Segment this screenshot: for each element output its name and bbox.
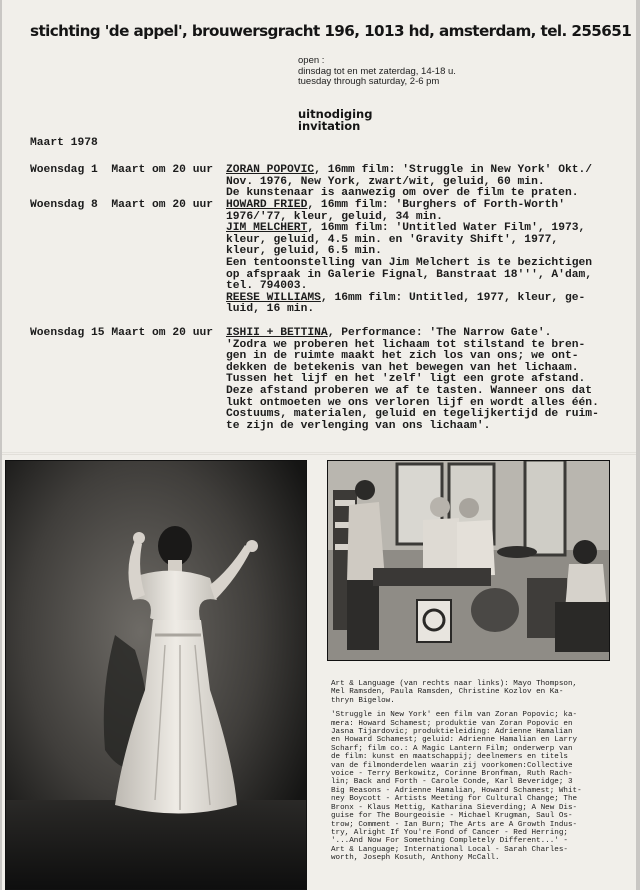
gallery-header: stichting 'de appel', brouwersgracht 196, 1013 hd, amsterdam, tel. 255651 xyxy=(30,22,632,40)
opening-line-nl: dinsdag tot en met zaterdag, 14-18 u. xyxy=(298,65,456,77)
month-heading: Maart 1978 xyxy=(30,137,98,149)
event-text: , 16mm film: 'Burghers of Forth-Worth' 1976/'77, kleur, geluid, 34 min. xyxy=(226,199,565,223)
event-text: , 16mm film: 'Untitled Water Film', 1973, kleur, geluid, 4.5 min. en 'Gravity Shift', 1977, kleur, geluid, 6.5 min. Een tentoonstelling van Jim Melchert is te bezichtigen op afspraak in Galerie Fignal, Banstraat 18''', A'dam, tel. 794003. xyxy=(226,222,593,293)
event-date: Woensdag 8 Maart om 20 uur xyxy=(30,199,214,211)
opening-hours xyxy=(298,56,456,88)
event-text: , 16mm film: Untitled, 1977, kleur, ge- luid, 16 min. xyxy=(226,291,586,316)
invitation-title xyxy=(298,108,372,132)
event-date: Woensdag 15 Maart om 20 uur xyxy=(30,327,214,339)
caption-film-credits: 'Struggle in New York' een film van Zoran Popovic; ka- mera: Howard Schamest; produktie van Zoran Popovic en Jasna Tijardovic; produktieleiding: Adrienne Hamalian en Howard Schamest; geluid: Adrienne Hamalian en Larry Scharf; film co.: A Magic Lantern Film; onderwerp van de film: kunst en maatschappij; deelnemers en titels van de filmonderdelen waarin zij voorkomen:Collective voice - Terry Berkowitz, Corinne Bronfman, Ruth Rach- lin; Back and Forth - Carole Conde, Karl Beveridge; 3 Big Reasons - Adrienne Hamalian, Howard Schamest; Whit- ney Boycott - Artists Meeting for Cultural Change; The Bronx - Klaus Mettig, Katharina Sieverding; A New Dis- guise for The Bourgeoisie - Michael Krugman, Saul Os- trow; Comment - Ian Burn; The Arts are A Growth Indus- try, Alright If You're Fond of Cancer - Red Herring; '...And Now For Something Completely Different...' - Art & Language; International Local - Sarah Charles- worth, Joseph Kosuth, Anthony McCall. xyxy=(331,711,582,863)
artist-name: ZORAN POPOVIC xyxy=(226,164,315,176)
event-text: , 16mm film: 'Struggle in New York' Okt./ Nov. 1976, New York, zwart/wit, geluid, 60 min. De kunstenaar is aanwezig om over de film te praten. xyxy=(226,164,593,200)
artist-name: JIM MELCHERT xyxy=(226,222,308,235)
invitation-nl: uitnodiging xyxy=(298,107,373,121)
opening-label: open : xyxy=(298,55,325,66)
invitation-en: invitation xyxy=(298,119,361,133)
band-photo-icon xyxy=(327,460,610,661)
caption-photo-credit: Art & Language (van rechts naar links): Mayo Thompson, Mel Ramsden, Paula Ramsden, Christine Kozlov en Ka- thryn Bigelow. xyxy=(331,680,578,705)
event-body xyxy=(226,200,626,316)
event-text: , Performance: 'The Narrow Gate'. 'Zodra we proberen het lichaam tot stilstand te bren- gen in de ruimte maakt het zich los van ons; we ont- dekken de betekenis van het bewegen van het lichaam. Tussen het lijf en het 'zelf' ligt een grote afstand. Deze afstand proberen we af te tasten. Wanneer ons dat lukt ontmoeten we ons verloren lijf en wordt alles één. Costuums, materialen, geluid en tegelijkertijd de ruim- te zijn de verlenging van ons lichaam'. xyxy=(226,327,599,432)
artist-name: REESE WILLIAMS xyxy=(226,291,321,304)
event-body xyxy=(226,165,626,200)
artist-name: HOWARD FRIED xyxy=(226,199,308,211)
event-date: Woensdag 1 Maart om 20 uur xyxy=(30,164,214,176)
performer-photo-icon xyxy=(5,460,307,890)
opening-line-en: tuesday through saturday, 2-6 pm xyxy=(298,76,440,87)
fold-line xyxy=(2,452,636,455)
event-body xyxy=(226,328,626,432)
photo-caption xyxy=(331,680,617,869)
artist-name: ISHII + BETTINA xyxy=(226,327,328,339)
